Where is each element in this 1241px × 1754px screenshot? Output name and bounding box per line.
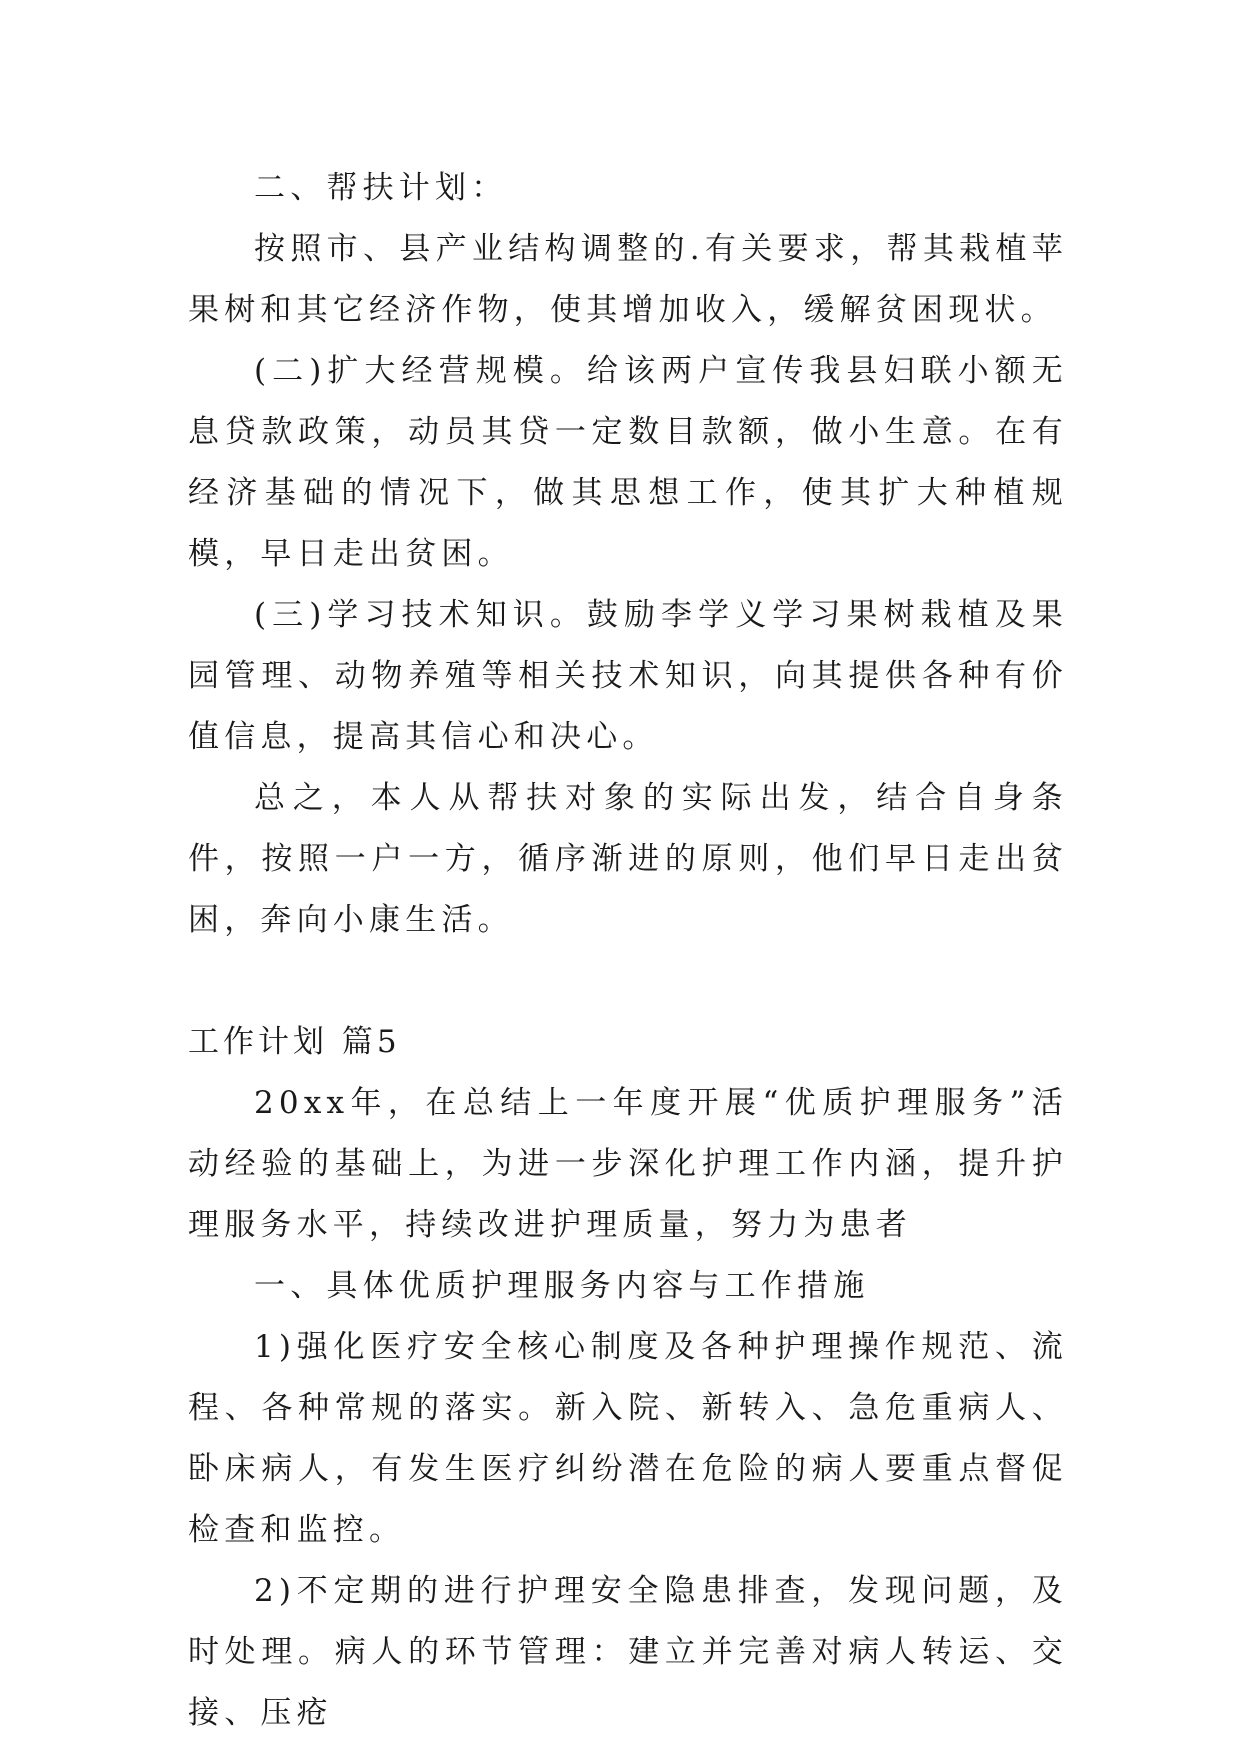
paragraph: (三)学习技术知识。鼓励李学义学习果树栽植及果园管理、动物养殖等相关技术知识，向其提供各种有价值信息，提高其信心和决心。	[188, 597, 1068, 755]
section-title-work-plan-5: 工作计划 篇5	[188, 1024, 401, 1060]
document-body	[188, 158, 1068, 1744]
paragraph: (二)扩大经营规模。给该两户宣传我县妇联小额无息贷款政策，动员其贷一定数目款额，做小生意。在有经济基础的情况下，做其思想工作，使其扩大种植规模，早日走出贫困。	[188, 353, 1068, 572]
paragraph: 20xx年，在总结上一年度开展“优质护理服务”活动经验的基础上，为进一步深化护理工作内涵，提升护理服务水平，持续改进护理质量，努力为患者	[188, 1085, 1068, 1243]
paragraph: 1)强化医疗安全核心制度及各种护理操作规范、流程、各种常规的落实。新入院、新转入、急危重病人、卧床病人，有发生医疗纠纷潜在危险的病人要重点督促检查和监控。	[188, 1329, 1068, 1548]
heading-assistance-plan: 二、帮扶计划：	[254, 170, 508, 206]
paragraph: 按照市、县产业结构调整的.有关要求，帮其栽植苹果树和其它经济作物，使其增加收入，缓解贫困现状。	[188, 231, 1068, 328]
paragraph: 总之，本人从帮扶对象的实际出发，结合自身条件，按照一户一方，循序渐进的原则，他们早日走出贫困，奔向小康生活。	[188, 780, 1068, 938]
heading-service-measures: 一、具体优质护理服务内容与工作措施	[254, 1268, 870, 1304]
paragraph: 2)不定期的进行护理安全隐患排查，发现问题，及时处理。病人的环节管理：建立并完善对病人转运、交接、压疮	[188, 1573, 1068, 1731]
